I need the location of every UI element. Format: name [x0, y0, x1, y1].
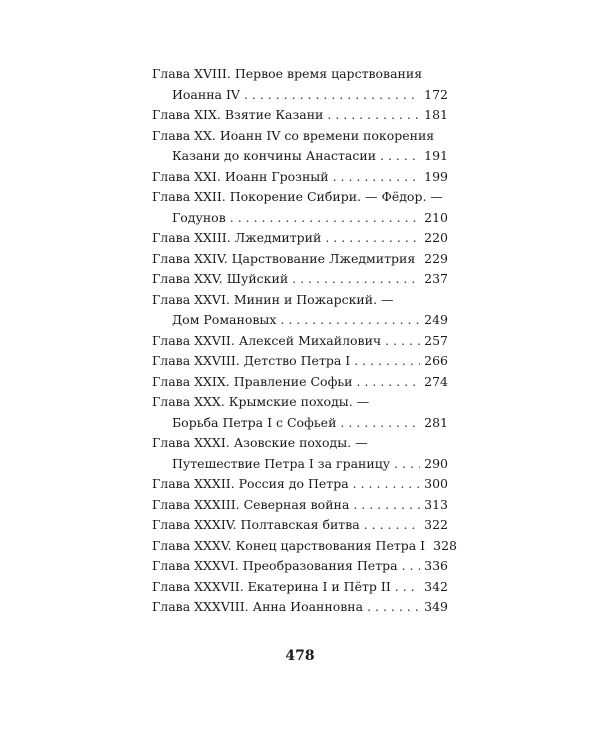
toc-line [152, 187, 448, 208]
dot-leader [280, 310, 420, 331]
toc-line [152, 146, 448, 167]
toc-entry-page: 349 [424, 599, 448, 614]
toc-entry [152, 290, 448, 331]
toc-entry-title: Годунов [172, 209, 226, 225]
toc-entry-title: Глава XXIV. Царствование Лжедмитрия [152, 250, 416, 266]
dot-leader [325, 228, 420, 249]
toc-entry-title: Борьба Петра I с Софьей [172, 414, 337, 430]
toc-entry [152, 536, 457, 557]
toc-entry-title: Глава XXVI. Минин и Пожарский. — [152, 291, 394, 307]
toc-line [152, 290, 448, 311]
toc-entry-page: 191 [424, 148, 448, 163]
toc-entry-page: 249 [424, 312, 448, 327]
toc-entry [152, 167, 448, 188]
toc-entry [152, 351, 448, 372]
toc-entry-title: Казани до кончины Анастасии [172, 148, 377, 163]
toc-entry [152, 228, 448, 249]
toc-line [152, 310, 448, 331]
toc-line [152, 536, 457, 557]
toc-line [152, 64, 448, 85]
toc-entry-title: Глава XXXVI. Преобразования Петра [152, 558, 398, 573]
dot-leader [395, 577, 420, 598]
toc-line [152, 167, 448, 188]
toc-entry-page: 237 [424, 271, 448, 286]
toc-entry [152, 577, 448, 598]
toc-entry-page: 281 [424, 414, 448, 430]
toc-line [152, 433, 448, 454]
toc-entry-title: Глава XXXII. Россия до Петра [152, 476, 349, 491]
toc-line [152, 454, 448, 475]
dot-leader [354, 351, 420, 372]
toc-entry [152, 597, 448, 618]
toc-line [152, 372, 448, 393]
toc-entry-title: Глава XXXVII. Екатерина I и Пётр II [152, 578, 391, 594]
dot-leader [333, 167, 421, 188]
toc-line [152, 105, 448, 126]
toc-entry [152, 495, 448, 516]
toc-entry-title: Глава XXIII. Лжедмитрий [152, 230, 322, 245]
dot-leader [292, 269, 420, 290]
toc-line [152, 269, 448, 290]
toc-line [152, 351, 448, 372]
toc-entry-page: 220 [424, 230, 448, 245]
toc-entry-title: Дом Романовых [172, 312, 277, 327]
toc-entry-title: Путешествие Петра I за границу [172, 455, 391, 471]
dot-leader [402, 556, 421, 577]
toc-entry-page: 328 [433, 537, 457, 553]
toc-entry [152, 105, 448, 126]
toc-entry-title: Глава XXI. Иоанн Грозный [152, 168, 329, 184]
toc-line [152, 556, 448, 577]
toc-entry-page: 300 [424, 476, 448, 491]
toc-entry [152, 392, 448, 433]
toc-entry [152, 126, 448, 167]
toc-entry [152, 372, 448, 393]
toc-line [152, 495, 448, 516]
toc-entry-title: Глава XVIII. Первое время царствования [152, 66, 423, 81]
toc-entry [152, 474, 448, 495]
dot-leader [364, 515, 420, 536]
toc-entry-page: 210 [424, 209, 448, 225]
toc-entry-title: Глава XXX. Крымские походы. — [152, 394, 370, 409]
toc-line [152, 228, 448, 249]
toc-line [152, 126, 448, 147]
toc-entry-page: 274 [424, 373, 448, 389]
toc-entry-page: 336 [424, 558, 448, 573]
toc-entry [152, 433, 448, 474]
dot-leader [327, 105, 420, 126]
table-of-contents [152, 64, 457, 618]
toc-entry-title: Глава XXXIII. Северная война [152, 496, 350, 512]
toc-entry-title: Глава XXXVIII. Анна Иоанновна [152, 599, 364, 614]
dot-leader [340, 413, 420, 434]
toc-entry-page: 181 [424, 107, 448, 122]
toc-entry-title: Глава XXV. Шуйский [152, 271, 289, 286]
dot-leader [353, 495, 420, 516]
toc-entry-title: Глава XXXIV. Полтавская битва [152, 517, 360, 532]
dot-leader [357, 372, 421, 393]
dot-leader [380, 146, 420, 167]
toc-entry [152, 515, 448, 536]
toc-line [152, 577, 448, 598]
toc-entry [152, 249, 448, 270]
toc-line [152, 392, 448, 413]
toc-entry-page: 266 [424, 353, 448, 368]
toc-entry [152, 556, 448, 577]
toc-entry-title: Глава XXVIII. Детство Петра I [152, 353, 351, 368]
toc-entry-page: 290 [424, 455, 448, 471]
dot-leader [367, 597, 420, 618]
toc-line [152, 331, 448, 352]
dot-leader [353, 474, 420, 495]
toc-entry-title: Глава XX. Иоанн IV со времени покорения [152, 127, 435, 143]
toc-entry-title: Глава XXVII. Алексей Михайлович [152, 332, 382, 348]
toc-entry-page: 322 [424, 517, 448, 532]
toc-entry [152, 331, 448, 352]
dot-leader [394, 454, 420, 475]
toc-entry-page: 172 [424, 86, 448, 102]
toc-entry [152, 187, 448, 228]
toc-entry-page: 229 [424, 250, 448, 266]
toc-line [152, 208, 448, 229]
dot-leader [385, 331, 420, 352]
toc-line [152, 474, 448, 495]
toc-entry-title: Глава XXIX. Правление Софьи [152, 373, 353, 389]
toc-entry-page: 313 [424, 496, 448, 512]
toc-line [152, 515, 448, 536]
toc-line [152, 413, 448, 434]
dot-leader [244, 85, 420, 106]
toc-entry [152, 64, 448, 105]
toc-entry-page: 342 [424, 578, 448, 594]
toc-line [152, 249, 448, 270]
toc-entry-title: Иоанна IV [172, 86, 240, 102]
toc-entry [152, 269, 448, 290]
toc-entry-title: Глава XXXV. Конец царствования Петра I [152, 537, 426, 553]
toc-line [152, 597, 448, 618]
dot-leader [230, 208, 420, 229]
dot-leader [419, 249, 420, 270]
toc-entry-page: 199 [424, 168, 448, 184]
toc-entry-title: Глава XXXI. Азовские походы. — [152, 435, 368, 450]
toc-entry-page: 257 [424, 332, 448, 348]
toc-entry-title: Глава XXII. Покорение Сибири. — Фёдор. — [152, 189, 443, 204]
page-number: 478 [285, 648, 315, 664]
toc-entry-title: Глава XIX. Взятие Казани [152, 107, 324, 122]
toc-line [152, 85, 448, 106]
